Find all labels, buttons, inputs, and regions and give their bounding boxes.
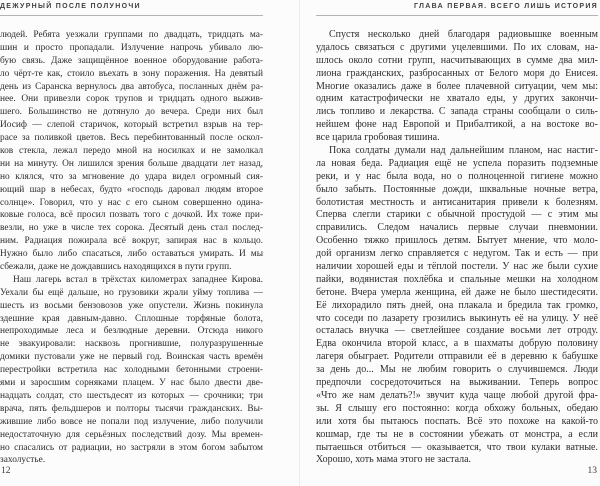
text-line: расе за поливкой цветов. Весь перебинтованный после оскол- (0, 133, 263, 144)
text-line: Особенно тяжко пришлось детям. Бытует мнение, что моло- (316, 235, 598, 247)
header-rule-left (0, 15, 263, 16)
text-line: ями и заросшим сорняками плацем. У нас было двести две- (0, 378, 263, 389)
page-number-right: 13 (587, 466, 597, 476)
text-line: кошмар, где ты не в состоянии убежать от монстра, а если (316, 428, 598, 440)
text-line: бетоне. Вчера умерла женщина, ей даже не было шестидесяти. (316, 286, 598, 298)
text-line: но клялся, что за мгновение до удара видел огромный сия- (0, 171, 263, 182)
text-line: Многие оказались даже в более плачевной ситуации, чем мы: (316, 80, 598, 92)
text-line: день из Саранска вернулось два автобуса, посланных днём ра- (0, 81, 263, 92)
right-page-body (316, 29, 598, 467)
text-line: предпочли сосредоточиться на выживании. Теперь вопрос (316, 377, 598, 389)
text-line: не эвакуировали: насквозь прогнившие, полуразрушенные (0, 339, 263, 350)
text-line: ни на минуту. Он лишился зрения больше двадцати лет назад, (0, 158, 263, 169)
text-line: пайки, водянистая похлёбка и спальные мешки на холодном (316, 273, 598, 285)
text-line: шин и просто пропадали. Излучение напрочь убивало лю- (0, 42, 263, 53)
text-line: лись топливо и лекарства. С запада страны сообщали о силь- (316, 106, 598, 118)
text-line: шесть из восьми бензовозов уже опустели. Жизнь покинула (0, 300, 263, 311)
text-line: ло чёрт-те как, стоило въехать в зону поражения. На девятый (0, 68, 263, 79)
text-line: лагеря обыграет. Родители отправили её в деревню к бабушке (316, 351, 598, 363)
text-line: все царила гробовая тишина. (316, 132, 440, 144)
page-gutter-line (299, 0, 300, 486)
text-line: но спасались от радиации, но застряли в этом богом забытом (0, 442, 263, 453)
text-line: справились. Следом начались первые случаи пневмонии. (316, 222, 598, 234)
text-line: или хотя бы пытаюсь поспать. Всё это похоже на какой-то (316, 415, 598, 427)
text-line: Нужно было либо спасаться, либо оставаться умирать. И мы (0, 249, 263, 260)
left-page (0, 0, 263, 486)
text-line: зы. Я слышу его постоянно: когда обхожу больных, обедаю (316, 402, 598, 414)
text-line: Спустя несколько дней благодаря радиовышке военным (329, 29, 598, 40)
text-line: ним. Радиация пожирала всё вокруг, запирая нас в кольцо. (0, 236, 263, 247)
text-line: шлось около сотни групп, насчитывающих в сумме два мил- (316, 54, 598, 66)
text-line: врача, пять фельдшеров и полторы тысячи гражданских. Вы- (0, 403, 263, 414)
text-line: Сперва слегли старики с обычной простудой — с этим мы (316, 209, 598, 221)
text-line: дой организм легко справляется с недугом. Так и есть — при (316, 248, 598, 260)
text-line: шего. Большинство не дотянуло до вечера. Среди них был (0, 107, 263, 118)
text-line: бую связь. Даже защищённое военное оборудование работа- (0, 55, 263, 66)
text-line: здешние края давным-давно. Сплошные торфяные болота, (0, 313, 263, 324)
text-line: людей. Ребята уезжали группами по двадцать, тридцать ма- (0, 30, 263, 40)
text-line: везли, но уже в числе тех сорока. Десятый день стал послед- (0, 223, 263, 234)
text-line: ковые голоса, всё просил позвать того с дочкой. Их тоже при- (0, 210, 263, 221)
text-line: за день до... Мы не любим говорить о случившемся. Люди (316, 364, 598, 376)
text-line: лиона гражданских, разбросанных от Белого моря до Енисея. (316, 67, 598, 79)
text-line: болотистая местность и антисанитария привели к болезням. (316, 196, 598, 208)
text-line: перестройки встретила нас холодными бетонными строени- (0, 365, 263, 376)
text-line: надцать солдат, сто шестьдесят из которых — срочники; три (0, 390, 263, 401)
text-line: нее. Они привезли сорок трупов и тридцать одного выжив- (0, 94, 263, 105)
text-line: было забыть. Постоянные дожди, шквальные ночные ветра, (316, 183, 598, 195)
text-line: Иосиф — слепой старичок, который встретил взрыв на тер- (0, 120, 263, 131)
header-rule-right (316, 15, 598, 16)
text-line: ющий шар в небесах, будто «господь даровал людям второе (0, 184, 263, 195)
text-line: «Что же нам делать?!» звучит куда чаще любой другой фра- (316, 389, 598, 401)
text-line: что соседи по лазарету грозились выкинуть её на улицу. У неё (316, 312, 598, 324)
text-line: солнце». Говорил, что у нас с его сыном совершенно одина- (0, 197, 263, 208)
left-page-body (0, 29, 263, 467)
text-line: домики пустовали уже не первый год. Воинская часть времён (0, 352, 263, 363)
text-line: нейшем фоне над Европой и Прибалтикой, а на востоке во- (316, 119, 598, 131)
running-header-left: ДЕЖУРНЫЙ ПОСЛЕ ПОЛУНОЧИ (0, 3, 141, 10)
running-header-right: ГЛАВА ПЕРВАЯ. ВСЕГО ЛИШЬ ИСТОРИЯ (413, 3, 598, 10)
text-line: захолустье. (0, 455, 46, 466)
text-line: удалось связаться с другими уцелевшими. По их словам, на- (316, 41, 598, 53)
text-line: Пока солдаты думали над дальнейшим планом, нас настиг- (329, 145, 598, 157)
text-line: Наш лагерь встал в трёхстах километрах западнее Кирова. (13, 274, 263, 285)
text-line: пытаешься отбиться — оказывается, что твои кулаки ватные. (316, 441, 598, 453)
text-line: жившие либо вовсе не попали под излучение, либо получили (0, 416, 263, 427)
text-line: непроходимые леса и безлюдные деревни. Отсюда никого (0, 326, 263, 337)
text-line: наличии хорошей еды и тёплой постели. У нас же были сухие (316, 261, 598, 273)
page-number-left: 12 (1, 466, 11, 476)
text-line: осталась внучка — светлейшее создание восьми лет отроду. (316, 325, 598, 337)
text-line: Её лихорадило пять дней, она плакала и бредила так громко, (316, 299, 598, 311)
text-line: Хорошо, хоть мама этого не застала. (316, 454, 472, 466)
text-line: ла новая беда. Радиация ещё не успела поразить подземные (316, 157, 598, 169)
text-line: реки, и у нас была вода, но о полноценной гигиене можно (316, 170, 598, 182)
text-line: Уехали бы ещё дальше, но грузовики жрали уйму топлива — (0, 287, 263, 298)
right-page (316, 0, 598, 486)
text-line: сбежали, даже не дождавшись находящихся в пути групп. (0, 262, 232, 273)
text-line: одним катастрофически не хватало еды, у других закончи- (316, 93, 598, 105)
text-line: недостаточную для серьёзных последствий дозу. Мы времен- (0, 429, 263, 440)
text-line: Едва окончила второй класс, а в шахматы добрую половину (316, 338, 598, 350)
text-line: ков стекла, лежал передо мной на носилках и не замолкал (0, 146, 263, 157)
